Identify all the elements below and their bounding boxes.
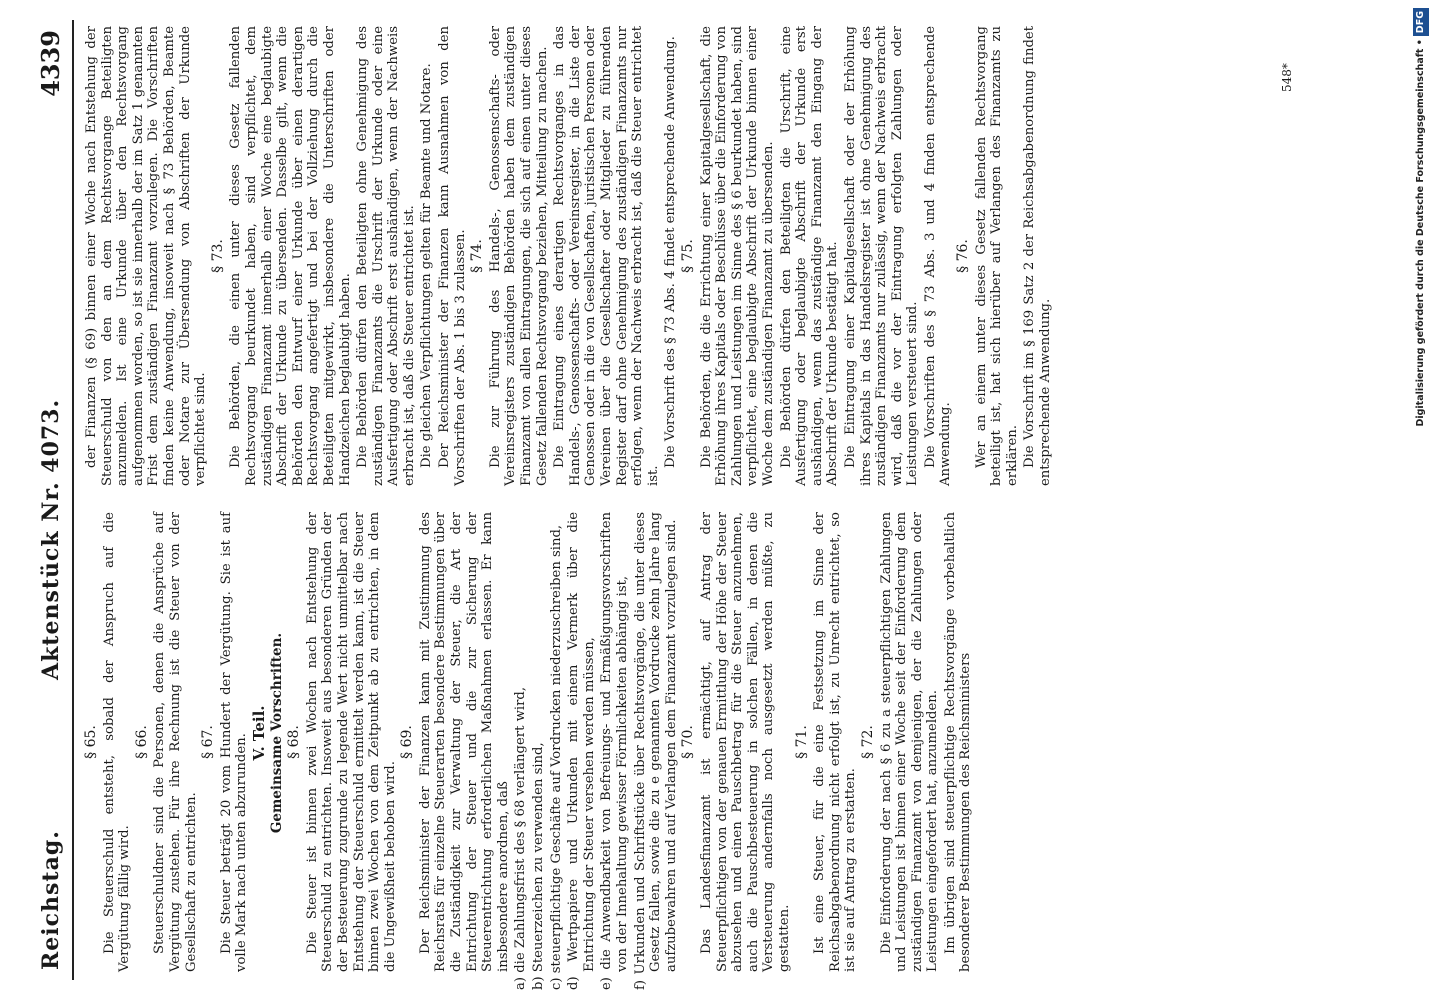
paragraph: Die Eintragung einer Kapitalgesellschaft oder der Erhöhung ihres Kapitals in das Handelsregister ist ohne Genehmigung des zuständigen Finanzamts nur zulässig, wenn der Nachweis erbracht wird, daß die vor der Eintragung erfolgten Zahlungen oder Leistungen versteuert sind. xyxy=(842,26,921,486)
section-heading: § 70. xyxy=(680,725,697,759)
header-document-number: Aktenstück Nr. 4073. xyxy=(38,398,64,680)
section-heading: § 74. xyxy=(469,239,486,273)
paragraph: Die Steuer ist binnen zwei Wochen nach Entstehung der Steuerschuld zu entrichten. Insoweit aus besonderen Gründen der der Besteuerung zugrunde zu legende Wert nicht unmittelbar nach Entstehung der Steuerschuld ermittelt werden kann, ist die Steuer binnen zwei Wochen von dem Zeitpunkt ab zu entrichten, in dem die Ungewißheit behoben wird. xyxy=(304,512,398,972)
header-reichstag: Reichstag. xyxy=(38,830,64,970)
paragraph: Die Behörden dürfen den Beteiligten die Urschrift, eine Ausfertigung oder beglaubigte Abschrift der Urkunde erst aushändigen, wenn das zuständige Finanzamt den Eingang der Abschrift der Urkunde bestätigt hat. xyxy=(778,26,841,486)
page-number: 4339 xyxy=(36,30,65,97)
paragraph: Wer an einem unter dieses Gesetz fallenden Rechtsvorgang beteiligt ist, hat sich hierüber auf Verlangen des Finanzamts zu erklären. xyxy=(973,26,1020,486)
paragraph: der Finanzen (§ 69) binnen einer Woche nach Entstehung der Steuerschuld von den an dem Rechtsvorgange Beteiligten anzumelden. Ist eine Urkunde über den Rechtsvorgang aufgenommen worden, so ist sie innerhalb der im Satz 1 genannten Frist dem zuständigen Finanzamt vorzulegen. Die Vorschriften finden keine Anwendung, insoweit nach § 73 Behörden, Beamte oder Notare zur Übersendung von Abschriften der Urkunde verpflichtet sind. xyxy=(84,26,209,486)
document-page xyxy=(30,20,1410,990)
paragraph: Die Behörden, die einen unter dieses Gesetz fallenden Rechtsvorgang beurkundet haben, sind verpflichtet, dem zuständigen Finanzamt innerhalb einer Woche eine beglaubigte Abschrift der Urkunde zu übersenden. Dasselbe gilt, wenn die Behörden den Entwurf einer Urkunde über einen derartigen Rechtsvorgang angefertigt und bei der Vollziehung durch die Beteiligten mitgewirkt, insbesondere die Unterschriften oder Handzeichen beglaubigt haben. xyxy=(228,26,353,486)
paragraph: Die Vorschrift des § 73 Abs. 4 findet entsprechende Anwendung. xyxy=(663,36,679,468)
list-item: e) die Anwendbarkeit von Befreiungs- und Ermäßigungsvorschriften von der Innehaltung gewisser Förmlichkeiten abhängig ist, xyxy=(599,512,630,990)
section-heading: § 71. xyxy=(793,725,810,759)
paragraph: Die Steuer beträgt 20 vom Hundert der Vergütung. Sie ist auf volle Mark nach unten abzurunden. xyxy=(218,512,250,972)
digitization-note xyxy=(1413,8,1429,993)
part-title: Gemeinsame Vorschriften. xyxy=(268,632,285,834)
paragraph: Die Behörden dürfen den Beteiligten ohne Genehmigung des zuständigen Finanzamts die Urschrift der Urkunde oder eine Ausfertigung oder Abschrift erst aushändigen, wenn der Nachweis erbracht ist, daß die Steuer entrichtet ist. xyxy=(355,26,417,486)
section-heading: § 66. xyxy=(133,725,150,759)
list-item: b) Steuerzeichen zu verwenden sind, xyxy=(531,742,547,990)
list-item: c) steuerpflichtige Geschäfte auf Vordrucken niederzuschreiben sind, xyxy=(548,524,564,990)
section-heading: § 73. xyxy=(209,239,226,273)
dfg-badge: DFG xyxy=(1413,8,1429,36)
paragraph: Der Reichsminister der Finanzen kann mit Zustimmung des Reichsrats für einzelne Steuerarten besondere Bestimmungen über die Zuständigkeit zur Verwaltung der Steuer, die Art der Entrichtung der Steuer und die zur Sicherung der Steuerentrichtung erforderlichen Maßnahmen erlassen. Er kann insbesondere anordnen, daß xyxy=(417,512,511,972)
section-heading: § 75. xyxy=(679,239,696,273)
list-item: a) die Zahlungsfrist des § 68 verlängert wird, xyxy=(513,686,529,990)
paragraph: Die Eintragung eines derartigen Rechtsvorganges in das Handels-, Genossenschafts- oder Vereinsregister, in die Liste der Genossen oder in die von Gesellschaften, juristischen Personen oder Vereinen über die Gesellschafter oder Mitglieder zu führenden Register darf ohne Genehmigung des zuständigen Finanzamts nur erfolgen, wenn der Nachweis erbracht ist, daß die Steuer entrichtet ist. xyxy=(552,26,661,486)
right-text-column xyxy=(84,26,1056,486)
section-heading: § 67. xyxy=(200,725,217,759)
list-item: f) Urkunden und Schriftstücke über Rechtsvorgänge, die unter dieses Gesetz fallen, sowie die zu e genannten Vordrucke zehn Jahre lang aufzubewahren und auf Verlangen dem Finanzamt vorzulegen sind. xyxy=(632,512,679,990)
section-heading: § 72. xyxy=(859,725,876,759)
paragraph: Die Steuerschuld entsteht, sobald der Anspruch auf die Vergütung fällig wird. xyxy=(101,512,133,972)
list-item: d) Wertpapiere und Urkunden mit einem Vermerk über die Entrichtung der Steuer versehen werden müssen, xyxy=(566,512,597,990)
paragraph: Die gleichen Verpflichtungen gelten für Beamte und Notare. xyxy=(419,63,435,468)
section-heading: § 65. xyxy=(83,725,99,759)
left-text-column xyxy=(83,512,976,990)
section-heading: § 69. xyxy=(399,725,416,759)
paragraph: Die Behörden, die die Errichtung einer Kapitalgesellschaft, die Erhöhung ihres Kapitals oder Beschlüsse über die Einforderung von Zahlungen und Leistungen im Sinne des § 6 beurkundet haben, sind verpflichtet, eine beglaubigte Abschrift der Urkunde binnen einer Woche dem zuständigen Finanzamt zu übersenden. xyxy=(698,26,776,486)
paragraph: Steuerschuldner sind die Personen, denen die Ansprüche auf Vergütung zustehen. Für ihre Rechnung ist die Steuer von der Gesellschaft zu entrichten. xyxy=(152,512,199,972)
paragraph: Die Einforderung der nach § 6 zu a steuerpflichtigen Zahlungen und Leistungen ist binnen einer Woche seit der Einforderung dem zuständigen Finanzamt von demjenigen, der die Zahlungen oder Leistungen eingefordert hat, anzumelden. xyxy=(878,512,941,972)
paragraph: Die Vorschrift im § 169 Satz 2 der Reichsabgabenordnung findet entsprechende Anwendung. xyxy=(1022,26,1054,486)
sheet-mark: 548* xyxy=(1280,63,1294,92)
paragraph: Das Landesfinanzamt ist ermächtigt, auf Antrag der Steuerpflichtigen von der genauen Ermittlung der Höhe der Steuer abzusehen und einen Pauschbetrag für die Steuer anzunehmen, auch die Pauschbesteuerung in solchen Fällen, in denen die Versteuerung andernfalls noch ausgesetzt werden müßte, zu gestatten. xyxy=(698,512,792,972)
paragraph: Die zur Führung des Handels-, Genossenschafts- oder Vereinsregisters zuständigen Behörden haben dem zuständigen Finanzamt von allen Eintragungen, die sich auf einen unter dieses Gesetz fallenden Rechtsvorgang beziehen, Mitteilung zu machen. xyxy=(487,26,550,486)
paragraph: Der Reichsminister der Finanzen kann Ausnahmen von den Vorschriften der Abs. 1 bis 3 zulassen. xyxy=(437,26,468,486)
paragraph: Ist eine Steuer, für die eine Festsetzung im Sinne der Reichsabgabenordnung nicht erfolgt ist, zu Unrecht entrichtet, so ist sie auf Antrag zu erstatten. xyxy=(812,512,859,972)
digitization-text: Digitalisierung gefördert durch die Deutsche Forschungsgemeinschaft • xyxy=(1415,39,1426,427)
section-heading: § 68. xyxy=(286,725,303,759)
paragraph: Die Vorschriften des § 73 Abs. 3 und 4 finden entsprechende Anwendung. xyxy=(922,26,954,486)
page-header xyxy=(30,20,74,980)
section-heading: § 76. xyxy=(955,239,972,273)
part-heading: V. Teil. xyxy=(249,705,268,761)
paragraph: Im übrigen sind steuerpflichtige Rechtsvorgänge vorbehaltlich besonderer Bestimmungen des Reichsministers xyxy=(942,512,974,972)
